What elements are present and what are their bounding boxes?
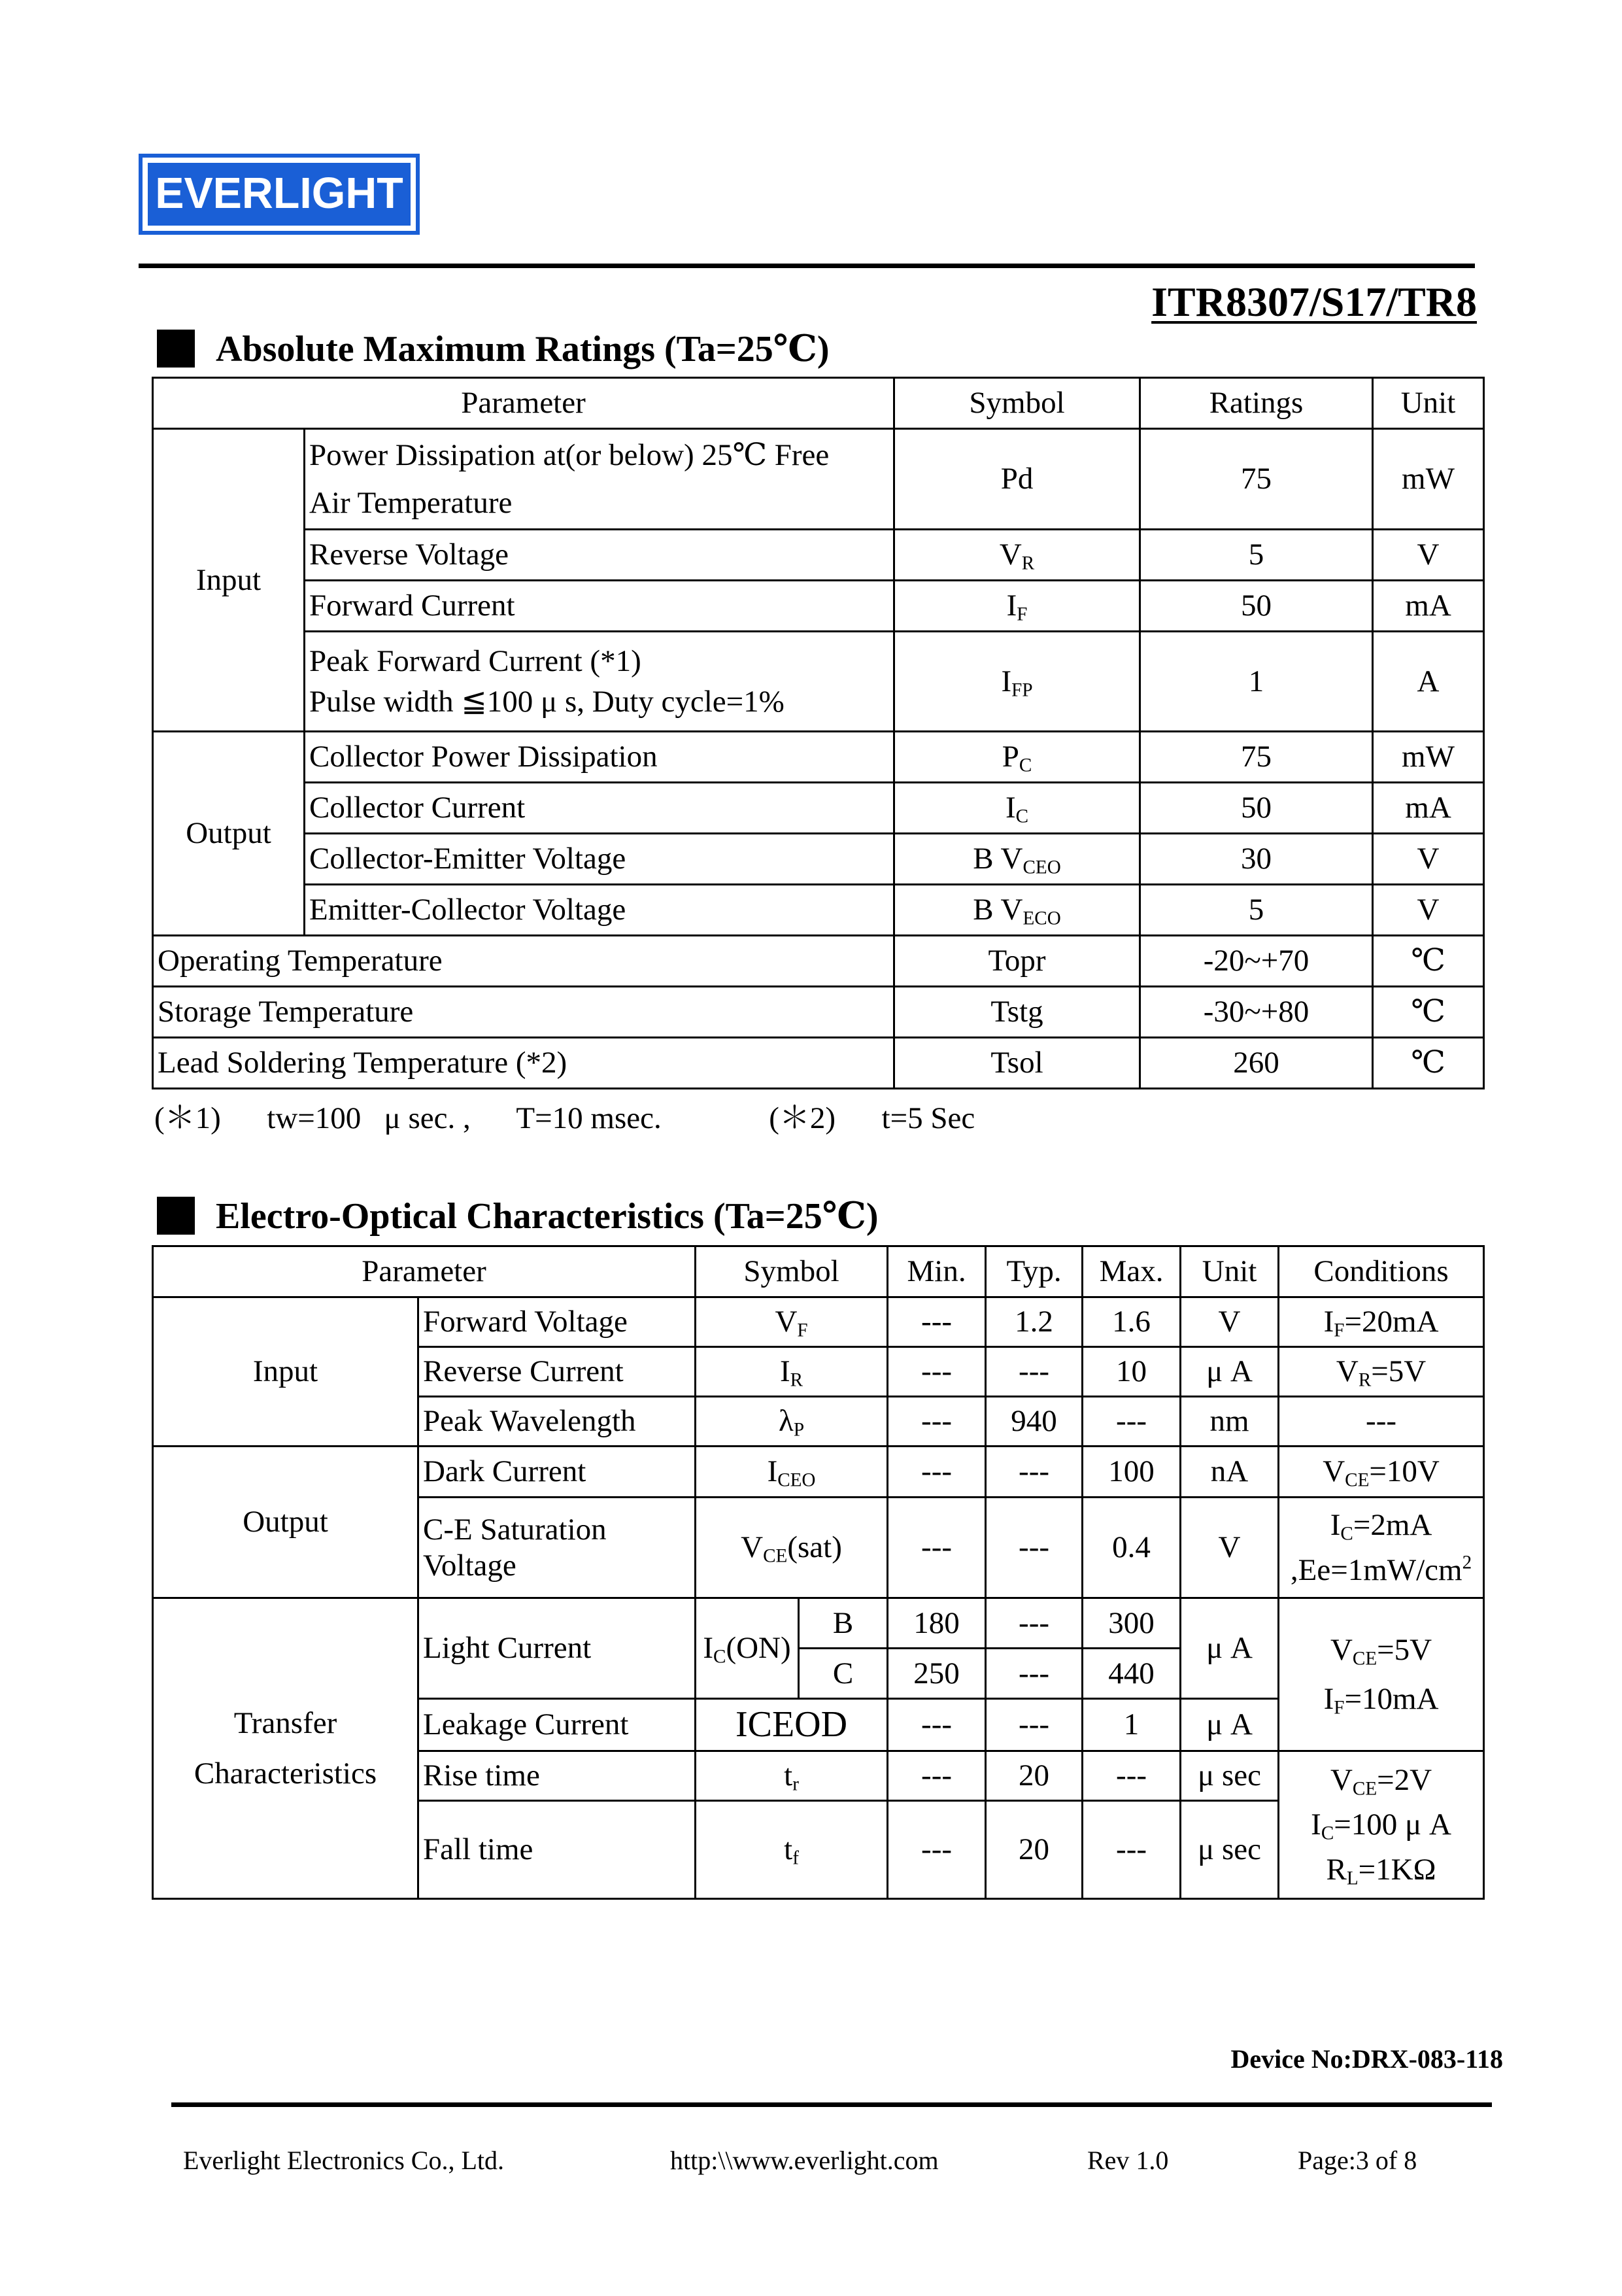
unit-cell: V [1373, 530, 1484, 581]
eo-table [152, 1245, 1485, 1900]
footer-page: Page:3 of 8 [1298, 2146, 1417, 2175]
abs-max-title-text: Absolute Maximum Ratings (Ta=25℃) [216, 329, 830, 369]
param-cell: Forward Current [305, 581, 894, 632]
logo-text: EVERLIGHT [155, 169, 403, 218]
header-parameter: Parameter [153, 1246, 696, 1297]
symbol-sub: FP [1011, 679, 1033, 701]
table-row [153, 1447, 1484, 1498]
min-cell: --- [888, 1801, 986, 1899]
cond-rest: =2V [1377, 1763, 1432, 1798]
table-row [153, 1297, 1484, 1347]
unit-cell: nA [1181, 1447, 1279, 1498]
footer-rev: Rev 1.0 [1087, 2146, 1169, 2175]
condition-cell [1279, 1447, 1484, 1498]
symbol-cell [696, 1297, 888, 1347]
header-ratings: Ratings [1140, 378, 1373, 429]
cond-rest: =10V [1369, 1454, 1440, 1489]
unit-cell: μ sec [1181, 1751, 1279, 1801]
cond-sub: CE [1345, 1469, 1370, 1491]
symbol-sub: CEO [1022, 857, 1061, 878]
table-row [153, 936, 1484, 987]
group-input: Input [153, 1297, 418, 1447]
unit-cell: mA [1373, 783, 1484, 834]
typ-cell: --- [986, 1347, 1083, 1397]
footer-url[interactable]: http:\\www.everlight.com [670, 2146, 939, 2175]
group-label-line: Transfer [233, 1706, 337, 1741]
cond-main: I [1323, 1681, 1334, 1716]
rank-cell: C [799, 1649, 888, 1699]
symbol-main: t [784, 1832, 793, 1867]
cond-rest: =20mA [1344, 1305, 1439, 1339]
unit-cell: mA [1373, 581, 1484, 632]
unit-cell: V [1373, 834, 1484, 885]
table-row [153, 581, 1484, 632]
typ-cell: 20 [986, 1801, 1083, 1899]
symbol-cell [696, 1397, 888, 1447]
cond-rest: =5V [1377, 1633, 1432, 1668]
min-cell: --- [888, 1297, 986, 1347]
header-min: Min. [888, 1246, 986, 1297]
unit-cell: μ sec [1181, 1801, 1279, 1899]
header-max: Max. [1083, 1246, 1181, 1297]
cond-sub: L [1346, 1867, 1359, 1889]
rating-cell: 1 [1140, 632, 1373, 732]
unit-cell: μ A [1181, 1598, 1279, 1699]
abs-max-table [152, 377, 1485, 1089]
symbol-main: B V [973, 842, 1023, 876]
param-line: Pulse width ≦100 μ s, Duty cycle=1% [309, 685, 785, 719]
cond-main: V [1336, 1354, 1359, 1389]
param-cell: Rise time [418, 1751, 696, 1801]
max-cell: 300 [1083, 1598, 1181, 1649]
symbol-cell [696, 1751, 888, 1801]
header-unit: Unit [1181, 1246, 1279, 1297]
table-header-row [153, 378, 1484, 429]
cond-line [1283, 1852, 1479, 1887]
symbol-sub: C [1019, 755, 1032, 776]
cond-rest: =2mA [1353, 1508, 1432, 1543]
cond-rest: =5V [1371, 1354, 1427, 1389]
table-row [153, 783, 1484, 834]
min-cell: --- [888, 1347, 986, 1397]
cond-main: V [1323, 1454, 1345, 1489]
param-cell: Collector-Emitter Voltage [305, 834, 894, 885]
symbol-main: λ [779, 1404, 794, 1439]
symbol-sub: CEO [777, 1469, 816, 1491]
group-transfer [153, 1598, 418, 1899]
param-line: Air Temperature [309, 485, 513, 520]
param-cell: Leakage Current [418, 1699, 696, 1751]
symbol-main: V [999, 538, 1022, 572]
min-cell: --- [888, 1397, 986, 1447]
rank-cell: B [799, 1598, 888, 1649]
param-cell: Emitter-Collector Voltage [305, 885, 894, 936]
abs-max-title [157, 327, 830, 370]
group-output: Output [153, 732, 305, 936]
symbol-sub: ECO [1022, 908, 1061, 929]
param-cell: Forward Voltage [418, 1297, 696, 1347]
rating-cell: -30~+80 [1140, 987, 1373, 1038]
logo-wordmark [148, 163, 411, 226]
cond-rest: ,Ee=1mW/cm [1290, 1552, 1462, 1587]
table-row [153, 987, 1484, 1038]
max-cell: 1.6 [1083, 1297, 1181, 1347]
unit-cell: nm [1181, 1397, 1279, 1447]
group-output: Output [153, 1447, 418, 1598]
min-cell: --- [888, 1699, 986, 1751]
param-cell: Operating Temperature [153, 936, 894, 987]
unit-cell: V [1181, 1498, 1279, 1598]
max-cell: 0.4 [1083, 1498, 1181, 1598]
max-cell: 100 [1083, 1447, 1181, 1498]
footnotes: (＊1) tw=100 μ sec. , T=10 msec. (＊2) t=5 Sec [154, 1101, 975, 1135]
symbol-cell: ICEOD [696, 1699, 888, 1751]
cond-rest: =1KΩ [1358, 1852, 1436, 1887]
header-typ: Typ. [986, 1246, 1083, 1297]
unit-cell: V [1373, 885, 1484, 936]
typ-cell: 1.2 [986, 1297, 1083, 1347]
symbol-cell [894, 581, 1140, 632]
unit-cell: ℃ [1373, 936, 1484, 987]
cond-main: V [1330, 1633, 1353, 1668]
symbol-cell: Tsol [894, 1038, 1140, 1089]
max-cell: --- [1083, 1397, 1181, 1447]
param-cell [305, 632, 894, 732]
symbol-cell [696, 1447, 888, 1498]
symbol-cell [894, 783, 1140, 834]
symbol-main: V [775, 1305, 798, 1339]
eo-title [157, 1194, 878, 1237]
symbol-main: I [767, 1454, 778, 1489]
cond-line [1279, 1552, 1483, 1588]
typ-cell: --- [986, 1498, 1083, 1598]
symbol-sub: r [792, 1773, 799, 1795]
rating-cell: 75 [1140, 429, 1373, 530]
cond-rest: =100 μ A [1334, 1808, 1451, 1842]
symbol-rest: (sat) [787, 1530, 842, 1565]
symbol-sub: F [1017, 604, 1028, 625]
unit-cell: A [1373, 632, 1484, 732]
condition-cell [1279, 1751, 1484, 1899]
symbol-cell [696, 1347, 888, 1397]
symbol-cell: Tstg [894, 987, 1140, 1038]
cond-sub: F [1334, 1320, 1345, 1341]
min-cell: --- [888, 1498, 986, 1598]
symbol-cell [894, 885, 1140, 936]
unit-cell: V [1181, 1297, 1279, 1347]
param-line: Voltage [423, 1548, 516, 1583]
header-rule [139, 264, 1475, 268]
symbol-sub: C [1015, 806, 1029, 827]
max-cell: --- [1083, 1751, 1181, 1801]
cond-sup: 2 [1462, 1552, 1472, 1573]
unit-cell: mW [1373, 732, 1484, 783]
max-cell: 440 [1083, 1649, 1181, 1699]
footer-company: Everlight Electronics Co., Ltd. [183, 2146, 504, 2175]
typ-cell: 20 [986, 1751, 1083, 1801]
symbol-sub: C [713, 1646, 726, 1668]
symbol-cell [894, 732, 1140, 783]
symbol-sub: P [793, 1419, 805, 1441]
unit-cell: mW [1373, 429, 1484, 530]
header-symbol: Symbol [894, 378, 1140, 429]
table-row [153, 834, 1484, 885]
symbol-cell [696, 1598, 799, 1699]
symbol-main: P [1002, 740, 1019, 774]
table-row [153, 429, 1484, 530]
table-row [153, 530, 1484, 581]
min-cell: --- [888, 1751, 986, 1801]
cond-sub: CE [1352, 1648, 1377, 1670]
table-row [153, 732, 1484, 783]
param-cell: Light Current [418, 1598, 696, 1699]
symbol-main: V [741, 1530, 764, 1565]
symbol-sub: R [1021, 553, 1035, 574]
symbol-sub: R [790, 1369, 803, 1391]
rating-cell: 50 [1140, 783, 1373, 834]
param-cell: Storage Temperature [153, 987, 894, 1038]
param-cell: Reverse Voltage [305, 530, 894, 581]
unit-cell: ℃ [1373, 987, 1484, 1038]
cond-line [1283, 1807, 1479, 1842]
cond-sub: F [1334, 1696, 1345, 1718]
condition-cell [1279, 1297, 1484, 1347]
symbol-main: B V [973, 893, 1023, 927]
symbol-sub: CE [763, 1545, 788, 1567]
symbol-cell: Topr [894, 936, 1140, 987]
everlight-logo [139, 154, 420, 235]
table-row [153, 885, 1484, 936]
min-cell: 250 [888, 1649, 986, 1699]
header-unit: Unit [1373, 378, 1484, 429]
device-number: Device No:DRX-083-118 [1230, 2044, 1503, 2074]
group-input: Input [153, 429, 305, 732]
cond-line [1283, 1681, 1479, 1717]
symbol-sub: f [792, 1847, 799, 1869]
cond-main: R [1326, 1852, 1347, 1887]
cond-main: I [1311, 1808, 1321, 1842]
symbol-cell [894, 530, 1140, 581]
cond-sub: CE [1352, 1778, 1377, 1800]
param-cell: Dark Current [418, 1447, 696, 1498]
symbol-cell [894, 632, 1140, 732]
symbol-cell [894, 834, 1140, 885]
symbol-main: I [779, 1354, 790, 1389]
condition-cell [1279, 1347, 1484, 1397]
param-cell: Reverse Current [418, 1347, 696, 1397]
param-cell [305, 429, 894, 530]
cond-main: V [1330, 1763, 1353, 1798]
logo-background [148, 163, 411, 226]
max-cell: --- [1083, 1801, 1181, 1899]
bullet-square-icon [157, 1197, 195, 1235]
table-row [153, 1038, 1484, 1089]
symbol-cell: Pd [894, 429, 1140, 530]
param-cell [418, 1498, 696, 1598]
param-line: Peak Forward Current (*1) [309, 643, 641, 678]
condition-cell [1279, 1498, 1484, 1598]
model-number: ITR8307/S17/TR8 [1151, 279, 1477, 325]
rating-cell: -20~+70 [1140, 936, 1373, 987]
symbol-cell [696, 1801, 888, 1899]
param-line: C-E Saturation [423, 1513, 607, 1547]
condition-cell [1279, 1598, 1484, 1751]
rating-cell: 5 [1140, 530, 1373, 581]
min-cell: 180 [888, 1598, 986, 1649]
symbol-main: I [1001, 664, 1012, 698]
group-label-line: Characteristics [194, 1756, 377, 1791]
symbol-main: t [784, 1758, 793, 1793]
table-header-row [153, 1246, 1484, 1297]
typ-cell: --- [986, 1447, 1083, 1498]
param-cell: Peak Wavelength [418, 1397, 696, 1447]
typ-cell: --- [986, 1649, 1083, 1699]
symbol-cell [696, 1498, 888, 1598]
param-cell: Collector Current [305, 783, 894, 834]
param-cell: Collector Power Dissipation [305, 732, 894, 783]
rating-cell: 5 [1140, 885, 1373, 936]
symbol-rest: (ON) [726, 1631, 791, 1666]
footer-rule [171, 2102, 1492, 2107]
max-cell: 1 [1083, 1699, 1181, 1751]
unit-cell: μ A [1181, 1699, 1279, 1751]
rating-cell: 260 [1140, 1038, 1373, 1089]
symbol-sub: F [797, 1320, 808, 1341]
typ-cell: 940 [986, 1397, 1083, 1447]
rating-cell: 30 [1140, 834, 1373, 885]
rating-cell: 50 [1140, 581, 1373, 632]
table-row [153, 1598, 1484, 1649]
condition-cell: --- [1279, 1397, 1484, 1447]
bullet-square-icon [157, 330, 195, 368]
table-row [153, 632, 1484, 732]
param-cell: Lead Soldering Temperature (*2) [153, 1038, 894, 1089]
cond-sub: R [1358, 1369, 1372, 1391]
cond-rest: =10mA [1344, 1681, 1439, 1716]
typ-cell: --- [986, 1598, 1083, 1649]
cond-line [1283, 1762, 1479, 1798]
header-symbol: Symbol [696, 1246, 888, 1297]
cond-main: I [1323, 1305, 1334, 1339]
eo-title-text: Electro-Optical Characteristics (Ta=25℃) [216, 1196, 879, 1237]
symbol-main: I [1006, 589, 1017, 623]
min-cell: --- [888, 1447, 986, 1498]
cond-sub: C [1321, 1823, 1334, 1844]
max-cell: 10 [1083, 1347, 1181, 1397]
cond-line [1283, 1632, 1479, 1668]
unit-cell: ℃ [1373, 1038, 1484, 1089]
cond-line [1279, 1507, 1483, 1543]
header-conditions: Conditions [1279, 1246, 1484, 1297]
cond-main: I [1330, 1508, 1341, 1543]
typ-cell: --- [986, 1699, 1083, 1751]
symbol-main: I [1005, 791, 1016, 825]
rating-cell: 75 [1140, 732, 1373, 783]
header-parameter: Parameter [153, 378, 894, 429]
param-cell: Fall time [418, 1801, 696, 1899]
cond-sub: C [1340, 1523, 1353, 1545]
symbol-main: I [703, 1631, 714, 1666]
param-line: Power Dissipation at(or below) 25℃ Free [309, 438, 830, 473]
unit-cell: μ A [1181, 1347, 1279, 1397]
